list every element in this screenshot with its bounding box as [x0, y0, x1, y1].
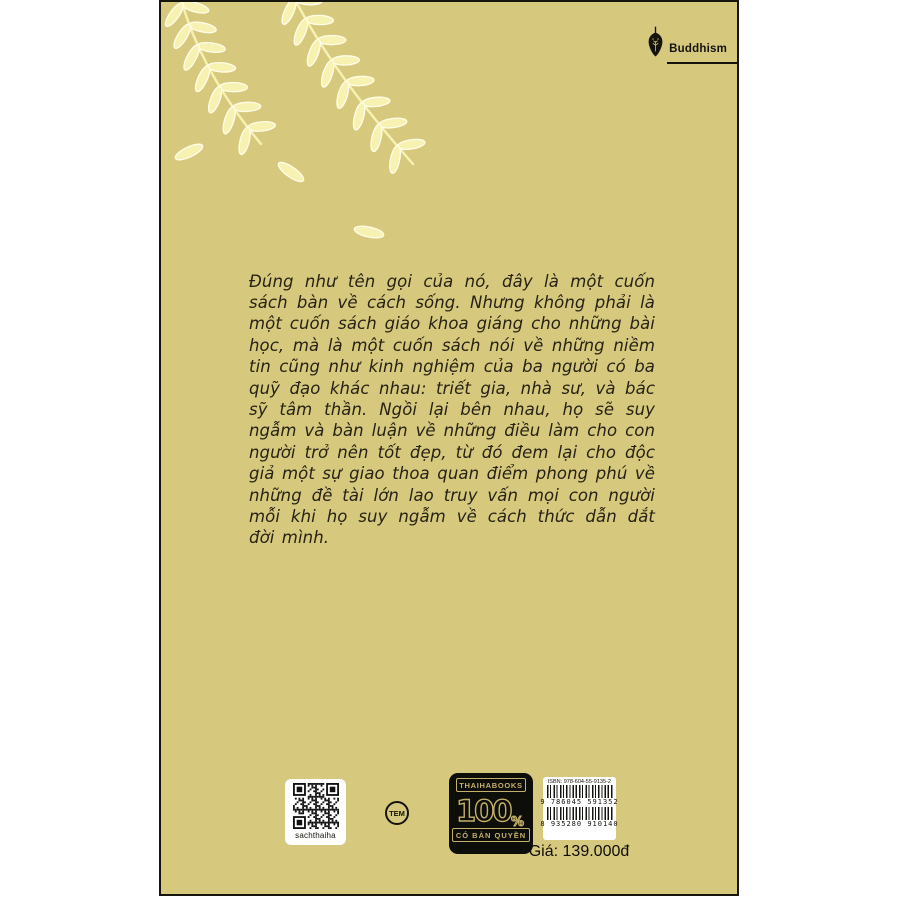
tem-stamp [385, 801, 409, 825]
percent-sign: % [511, 815, 525, 828]
book-back-cover [159, 0, 739, 896]
qr-code [293, 783, 339, 829]
book-description: Đúng như tên gọi của nó, đây là một cuốn sách bàn về cách sống. Nhưng không phải là một cuốn sách giáo khoa giáng cho những bài học, mà là một cuốn sách nói về những niềm tin cũng như kinh nghiệm của ba người có ba quỹ đạo khác nhau: triết gia, nhà sư, và bác sỹ tâm thần. Ngồi lại bên nhau, họ sẽ suy ngẫm và bàn luận về những điều làm cho con người trở nên tốt đẹp, từ đó đem lại cho độc giả một sự giao thoa quan điểm phong phú về những đề tài lớn lao truy vấn mọi con người mỗi khi họ suy ngẫm về cách thức dẫn dắt đời mình. [249, 271, 655, 548]
bodhi-leaf-icon [647, 26, 664, 58]
ean-digits: 8 935280 910140 [540, 820, 619, 828]
tem-stamp-label: TEM [389, 808, 405, 818]
ean-barcode [547, 807, 613, 820]
hundred-percent-mark [453, 792, 529, 828]
price-label: Giá: 139.000đ [528, 843, 630, 860]
isbn-label: ISBN: 978-604-55-9135-2 [547, 779, 612, 785]
copyright-tagline: CÓ BẢN QUYỀN [452, 828, 530, 842]
isbn-barcode [547, 785, 613, 798]
thaihabooks-logo [449, 773, 533, 854]
qr-panel [285, 779, 346, 845]
publisher-name: Buddhism [669, 43, 727, 55]
publisher-underline [667, 62, 737, 64]
qr-label: sachthaiha [295, 831, 336, 840]
isbn-digits: 9 786045 591352 [540, 798, 619, 806]
barcode-panel [540, 777, 619, 840]
publisher-mark [647, 26, 727, 58]
hundred-text: 100 [456, 794, 511, 828]
willow-leaves-decoration [161, 2, 501, 267]
thaihabooks-brand: THAIHABOOKS [456, 778, 527, 792]
